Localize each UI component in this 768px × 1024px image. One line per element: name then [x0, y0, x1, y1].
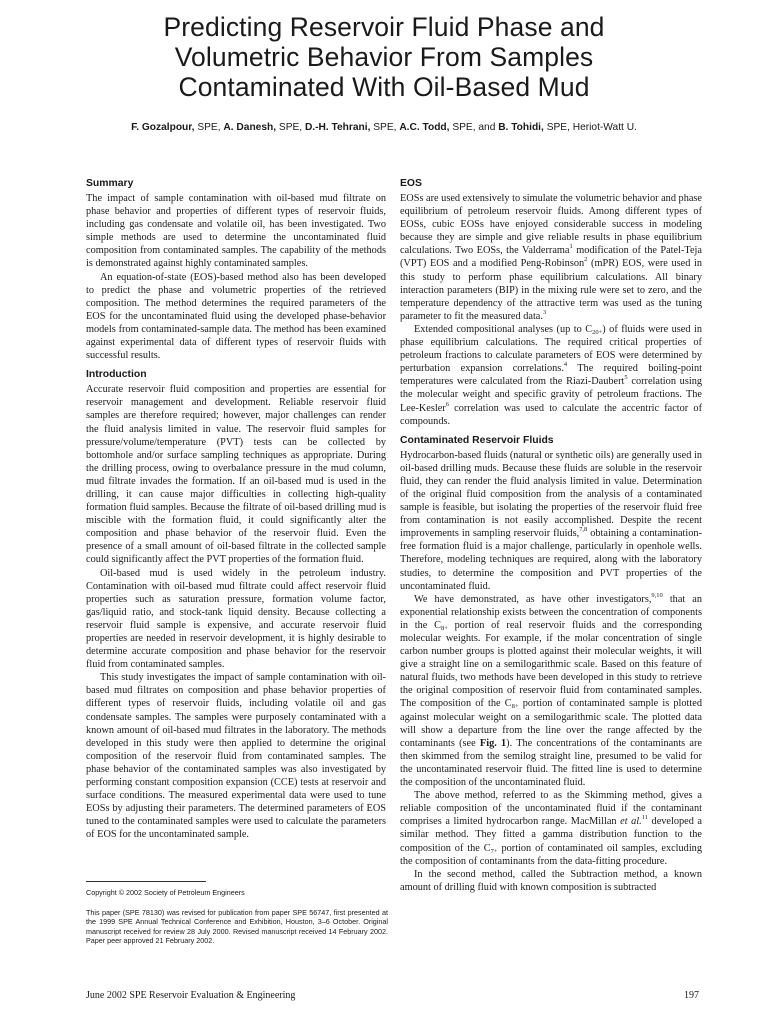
author-line	[0, 122, 768, 133]
author-name: B. Tohidi,	[498, 122, 544, 133]
eos-paragraph: EOSs are used extensively to simulate the volumetric behavior and phase equilibrium of petroleum reservoir fluids. Among different types of EOSs, cubic EOSs have enjoyed considerable success in modeling because they are simple and give reliable results in phase equilibrium calculations. Two EOSs, the Valderrama$^1$ modification of the Patel-Teja (VPT) EOS and a modified Peng-Robinson$^2$ (mPR) EOS, were used in this study to perform phase equilibrium calculations. All binary interaction parameters (BIP) in the mixing rule were set to zero, and the temperature dependency of the attractive term was used as the tuning parameter to fit the measured data.$^3$	[400, 193, 702, 322]
contaminated-fluids-paragraph: The above method, referred to as the Skimming method, gives a reliable composition of the uncontaminated fluid if the contaminant comprises a limited hydrocarbon range. MacMillan et al.$^{11}$ developed a similar method. They fitted a gamma distribution function to the composition of the $C_{7+}$ portion of contaminated oil samples, excluding the composition of contaminants from the data-fitting procedure.	[400, 790, 702, 867]
introduction-paragraph: This study investigates the impact of sample contamination with oil-based mud filtrates on composition and phase behavior properties of different types of reservoir fluids, including volatile oil and gas condensate samples. The samples were purposely contaminated with a known amount of oil-based mud filtrates in the laboratory. The methods developed in this study were then applied to determine the original composition of the reservoir fluid from contaminated samples. The phase behavior of the contaminated samples was also investigated by performing constant composition expansion (CCE) tests at reservoir and surface conditions. The measured experimental data were used to tune EOSs by adjusting their parameters. The determined parameters of EOS tuned to the contaminated samples were used to calculate the parameters of EOS for the uncontaminated sample.	[86, 672, 386, 841]
summary-paragraph: An equation-of-state (EOS)-based method also has been developed to predict the phase and volumetric properties of the retrieved composition. The method determines the required parameters of the EOS for the uncontaminated fluid using the developed phase-behavior models from contaminated-sample data. The method has been examined against experimental data of different types of reservoir fluids with successful results.	[86, 271, 386, 362]
journal-footer: June 2002 SPE Reservoir Evaluation & Engineering	[86, 990, 296, 1001]
reference-marker: 2	[584, 256, 588, 264]
title-line-1: Predicting Reservoir Fluid Phase and	[163, 12, 605, 42]
contaminated-fluids-paragraph: Hydrocarbon-based fluids (natural or synthetic oils) are generally used in oil-based drilling muds. Because these fluids are soluble in the reservoir fluid, they can render the fluid analysis limited in value. Determination of the original fluid composition from the analysis of a contaminated sample is feasible, but isolating the properties of the reservoir fluid free from contamination is not easily accomplished. Despite the recent improvements in sampling reservoir fluids,$^{7,8}$ obtaining a contamination-free formation fluid is a major challenge, particularly in openhole wells. Therefore, modeling techniques are required, along with the laboratory studies, to determine the composition and PVT properties of the uncontaminated fluid.	[400, 449, 702, 592]
author-name: A. Danesh,	[223, 122, 277, 133]
contaminated-fluids-paragraph: We have demonstrated, as have other investigators,$^{9,10}$ that an exponential relationship exists between the concentration of components in the $C_{8+}$ portion of real reservoir fluids and the corresponding molecular weights. For example, if the molar concentration of single carbon number groups is plotted against their molecular weights, it will give a straight line on a semilogarithmic scale. Based on this feature of natural fluids, two methods have been developed in this study to retrieve the original composition of reservoir fluid from contaminated samples. The composition of the $C_{8+}$ portion of contaminated sample is plotted against molecular weight on a semilogarithmic scale. The plotted data will show a departure from the line over the range affected by the contaminants (see Fig. 1). The concentrations of the contaminants are then skimmed from the semilog straight line, presumed to be valid for the uncontaminated reservoir fluid. The fitted line is used to determine the composition of the uncontaminated fluid.	[400, 591, 702, 789]
author-name: D.-H. Tehrani,	[304, 122, 371, 133]
reference-marker: 5	[624, 374, 628, 382]
subscript: 7+	[490, 847, 498, 855]
eos-paragraph: Extended compositional analyses (up to $C_{20+}$) of fluids were used in phase equilibrium calculations. The required critical properties of petroleum fractions to calculate parameters of EOS were determined by perturbation expansion correlations.$^4$ The required boiling-point temperatures were calculated from the Riazi-Daubert$^5$ correlation using the molecular weight and specific gravity of petroleum fractions. The Lee-Kesler$^6$ correlation was used to calculate the accentric factor of compounds.	[400, 323, 702, 427]
introduction-paragraph: Oil-based mud is used widely in the petroleum industry. Contamination with oil-based mud filtrate could affect reservoir fluid properties such as saturation pressure, formation volume factor, gas/liquid ratio, and stock-tank liquid density. Because collecting a reservoir fluid sample is expensive, and accurate reservoir fluid properties are needed in reservoir development, it is highly desirable to determine accurate composition and phase behavior for the reservoir fluid from contaminated samples.	[86, 567, 386, 671]
reference-marker: 3	[542, 308, 547, 316]
title-line-2: Volumetric Behavior From Samples	[174, 42, 594, 72]
author-affiliation: SPE,	[276, 122, 305, 133]
summary-heading: Summary	[86, 178, 134, 189]
summary-paragraph: The impact of sample contamination with oil-based mud filtrate on phase behavior and properties of different types of reservoir fluids, including gas condensate and volatile oil, has been investigated. Two simple methods are used to determine the uncontaminated fluid composition from contaminated samples. The capability of the methods is demonstrated against highly contaminated samples.	[86, 193, 386, 270]
reference-marker: 9,10	[651, 591, 663, 599]
reference-marker: 4	[563, 361, 568, 369]
author-name: F. Gozalpour,	[131, 122, 195, 133]
figure-reference: Fig. 1	[479, 737, 507, 749]
page-number: 197	[684, 990, 699, 1001]
subscript: 8+	[440, 624, 448, 632]
copyright-note: Copyright © 2002 Society of Petroleum Engineers	[86, 888, 245, 897]
eos-heading: EOS	[400, 178, 422, 189]
author-name: A.C. Todd,	[399, 122, 450, 133]
contaminated-fluids-paragraph: In the second method, called the Subtraction method, a known amount of drilling fluid with known composition is subtracted	[400, 868, 702, 893]
subscript: 8+	[511, 703, 519, 711]
author-affiliation: SPE,	[194, 122, 224, 133]
subscript: 20+	[592, 328, 603, 336]
reference-marker: 6	[445, 400, 449, 408]
contaminated-fluids-heading: Contaminated Reservoir Fluids	[400, 434, 554, 446]
paper-title	[0, 12, 768, 102]
footnote-divider	[86, 881, 206, 882]
title-line-3: Contaminated With Oil-Based Mud	[178, 72, 590, 102]
reference-marker: 7,8	[579, 526, 588, 534]
publication-note: This paper (SPE 78130) was revised for publication from paper SPE 56747, first presented at the 1999 SPE Annual Technical Conference and Exhibition, Houston, 3–6 October. Original manuscript received for review 28 July 2000. Revised manuscript received 14 February 2002. Paper peer approved 21 February 2002.	[86, 908, 388, 945]
introduction-heading: Introduction	[86, 369, 147, 381]
author-affiliation: SPE,	[370, 122, 400, 133]
right-column	[400, 177, 702, 894]
author-affiliation: SPE, and	[449, 122, 499, 133]
reference-marker: 1	[569, 243, 573, 251]
introduction-paragraph: Accurate reservoir fluid composition and properties are essential for reservoir management and development. Reliable reservoir fluid samples are therefore required; however, major challenges can render the fluid analysis limited in value. The reservoir fluid samples for pressure/volume/temperature (PVT) tests can be collected by bottomhole and/or surface sampling techniques as appropriate. During the drilling process, owing to overbalance pressure in the mud column, mud filtrate invades the formation. If an oil-based mud is used in the drilling, it can cause major difficulties in collecting high-quality formation fluid samples. Because the filtrate of oil-based drilling mud is miscible with the formation fluid, it could significantly alter the composition and phase behavior of the reservoir fluid. Even the presence of a small amount of oil-based filtrate in the collected sample could significantly affect the PVT properties of the formation fluid.	[86, 384, 386, 566]
author-affiliation: SPE, Heriot-Watt U.	[543, 122, 637, 133]
reference-marker: 11	[641, 814, 648, 822]
left-column	[86, 177, 386, 842]
